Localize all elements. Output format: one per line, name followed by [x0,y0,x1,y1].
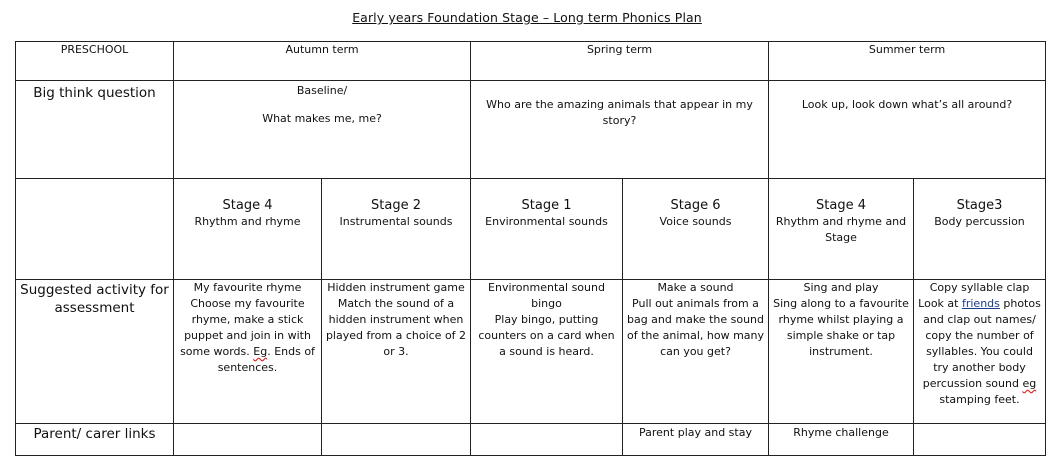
stage-cell [623,179,769,280]
activity-body: Look at friends photos and clap out names/ copy the number of syllables. You could try another body percussion sound eg stamping feet. [918,297,1041,406]
header-spring-term: Spring term [471,42,769,81]
activity-body: Match the sound of a hidden instrument when played from a choice of 2 or 3. [325,297,467,358]
parent-cell: Rhyme challenge [769,424,914,456]
stage-cell [471,179,623,280]
spelling-mark: eg [1022,377,1037,390]
header-summer-term: Summer term [769,42,1046,81]
activity-title: Hidden instrument game [327,281,465,294]
stage-name: Stage 4 [816,198,866,213]
stage-cell [322,179,471,280]
header-row [16,42,1046,81]
parent-cell: Parent play and stay [623,424,769,456]
stage-desc: Environmental sounds [485,215,608,228]
parent-cell [322,424,471,456]
activity-title: Copy syllable clap [929,281,1030,294]
parent-cell [914,424,1046,456]
stage-desc: Rhythm and rhyme and Stage [775,215,907,244]
big-think-autumn [174,81,471,179]
big-think-spring: Who are the amazing animals that appear in my story? [471,81,769,179]
activity-title: Sing and play [803,281,879,294]
activity-title: My favourite rhyme [193,281,302,294]
big-think-row [16,81,1046,179]
parent-row [16,424,1046,456]
header-autumn-term: Autumn term [174,42,471,81]
activity-cell [769,280,914,424]
stage-desc: Instrumental sounds [339,215,453,228]
stage-cell [769,179,914,280]
friends-link[interactable]: friends [961,297,1000,310]
stage-name: Stage 6 [670,198,721,213]
stage-desc: Body percussion [934,215,1025,228]
activity-cell [623,280,769,424]
stage-cell [914,179,1046,280]
header-corner: PRESCHOOL [16,42,174,81]
big-think-summer: Look up, look down what’s all around? [769,81,1046,179]
activity-label: Suggested activity for assessment [16,280,174,424]
stage-name: Stage3 [956,198,1003,213]
stage-desc: Voice sounds [659,215,732,228]
activity-body: Choose my favourite rhyme, make a stick puppet and join in with some words. Eg. Ends of sentences. [180,297,315,374]
phonics-plan-table [15,41,1046,456]
spelling-mark: Eg [253,345,268,358]
activity-body: Play bingo, putting counters on a card when a sound is heard. [478,313,615,358]
stage-row [16,179,1046,280]
parent-cell [174,424,322,456]
parent-cell [471,424,623,456]
activity-body: Sing along to a favourite rhyme whilst playing a simple shake or tap instrument. [773,297,909,358]
document-title: Early years Foundation Stage – Long term Phonics Plan [352,10,702,25]
activity-title: Make a sound [657,281,734,294]
activity-cell [914,280,1046,424]
activity-row [16,280,1046,424]
activity-cell [471,280,623,424]
stage-name: Stage 2 [371,198,421,213]
stage-name: Stage 1 [521,198,572,213]
big-think-autumn-line1: Baseline/ [296,84,348,97]
parent-label: Parent/ carer links [16,424,174,456]
big-think-label: Big think question [16,81,174,179]
stage-desc: Rhythm and rhyme [194,215,301,228]
stage-cell [174,179,322,280]
activity-cell [174,280,322,424]
activity-title: Environmental sound bingo [488,281,605,310]
activity-cell [322,280,471,424]
big-think-autumn-line2: What makes me, me? [262,112,382,125]
stage-name: Stage 4 [222,198,273,213]
activity-body: Pull out animals from a bag and make the sound of the animal, how many can you get? [626,297,765,358]
stage-row-label [16,179,174,280]
